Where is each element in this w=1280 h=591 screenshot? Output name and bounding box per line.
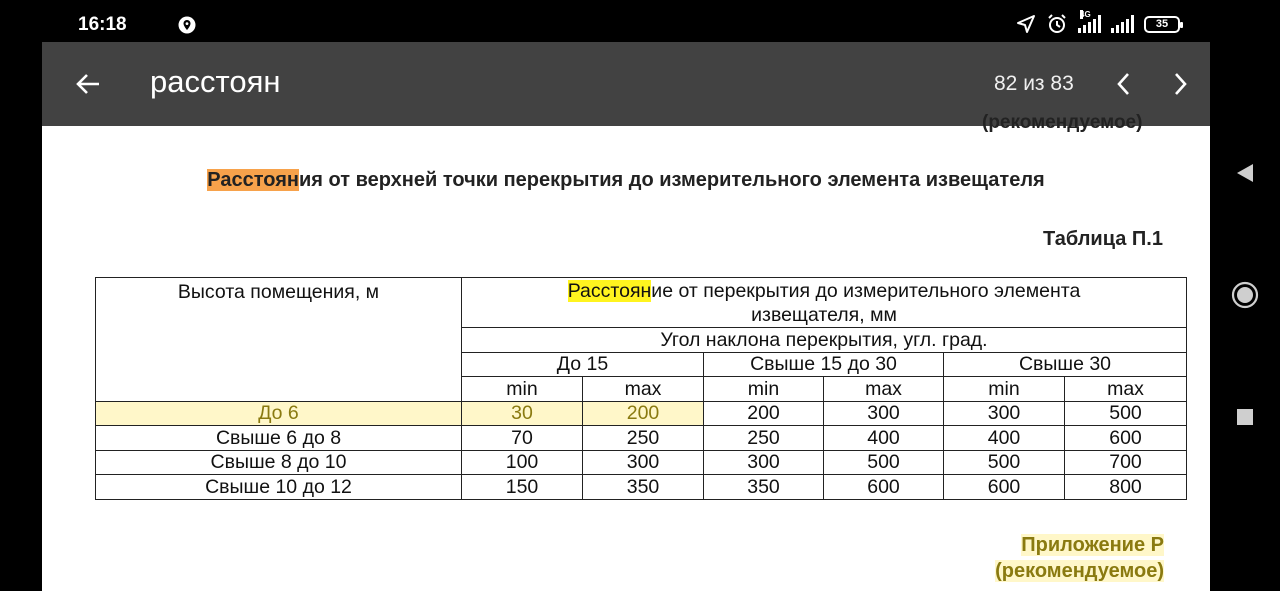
value-cell: 600	[944, 475, 1065, 500]
nav-back-button[interactable]	[1230, 158, 1260, 188]
signal-bars-icon	[1111, 15, 1134, 33]
nav-home-button[interactable]	[1230, 280, 1260, 310]
col-header-angle: Угол наклона перекрытия, угл. град.	[462, 328, 1187, 353]
col-header-distance	[462, 278, 1187, 328]
value-cell: 500	[944, 450, 1065, 475]
match-highlight: Расстоян	[567, 280, 652, 302]
circle-home-icon	[1231, 281, 1259, 309]
match-counter: 82 из 83	[994, 72, 1074, 95]
value-cell: 200	[704, 401, 824, 426]
alarm-clock-icon	[1046, 13, 1068, 35]
appendix-title: Приложение Р	[1021, 534, 1164, 556]
table-row	[96, 426, 1187, 451]
distance-table	[95, 277, 1187, 500]
current-match-highlight: Расстоян	[207, 169, 299, 191]
subheader-cell: max	[824, 377, 944, 402]
value-cell: 400	[824, 426, 944, 451]
room-height-cell: Свыше 6 до 8	[96, 426, 462, 451]
subheader-cell: max	[583, 377, 704, 402]
navigation-bar	[1210, 0, 1280, 591]
status-icons	[1016, 10, 1180, 35]
subheader-cell: max	[1065, 377, 1187, 402]
table-row	[96, 450, 1187, 475]
group-header: Свыше 30	[944, 352, 1187, 377]
arrow-left-icon	[74, 70, 102, 98]
room-height-cell: Свыше 10 до 12	[96, 475, 462, 500]
clipped-text: (рекомендуемое)	[982, 112, 1143, 133]
next-match-button[interactable]	[1158, 62, 1202, 106]
network-label: 4G	[1080, 10, 1091, 19]
value-cell: 250	[704, 426, 824, 451]
room-height-cell: Свыше 8 до 10	[96, 450, 462, 475]
battery-level: 35	[1155, 18, 1169, 30]
signal-4g-icon	[1078, 10, 1101, 33]
value-cell: 300	[704, 450, 824, 475]
col-header-room-height: Высота помещения, м	[96, 278, 462, 402]
subheader-cell: min	[944, 377, 1065, 402]
subheader-cell: min	[462, 377, 583, 402]
group-header: Свыше 15 до 30	[704, 352, 944, 377]
battery-icon	[1144, 16, 1180, 33]
prev-match-button[interactable]	[1102, 62, 1146, 106]
table-row	[96, 475, 1187, 500]
appendix-heading	[995, 532, 1164, 584]
value-cell: 200	[583, 401, 704, 426]
navigation-arrow-icon	[1016, 14, 1036, 34]
value-cell: 800	[1065, 475, 1187, 500]
status-time: 16:18	[78, 14, 127, 35]
document-page[interactable]	[42, 112, 1210, 591]
value-cell: 600	[1065, 426, 1187, 451]
table-row	[96, 401, 1187, 426]
col-header-distance-text: ие от перекрытия до измерительного элемента извещателя, мм	[651, 280, 1081, 326]
value-cell: 30	[462, 401, 583, 426]
triangle-back-icon	[1234, 162, 1256, 184]
value-cell: 700	[1065, 450, 1187, 475]
table-caption: Таблица П.1	[1043, 228, 1163, 250]
value-cell: 300	[583, 450, 704, 475]
value-cell: 350	[583, 475, 704, 500]
back-button[interactable]	[66, 62, 110, 106]
document-heading	[42, 169, 1210, 192]
subheader-cell: min	[704, 377, 824, 402]
location-pin-icon	[178, 16, 196, 34]
value-cell: 250	[583, 426, 704, 451]
nav-recents-button[interactable]	[1230, 402, 1260, 432]
appendix-subtitle: (рекомендуемое)	[995, 560, 1164, 582]
value-cell: 300	[824, 401, 944, 426]
value-cell: 600	[824, 475, 944, 500]
value-cell: 70	[462, 426, 583, 451]
chevron-left-icon	[1112, 71, 1136, 97]
value-cell: 300	[944, 401, 1065, 426]
value-cell: 500	[1065, 401, 1187, 426]
value-cell: 400	[944, 426, 1065, 451]
value-cell: 500	[824, 450, 944, 475]
heading-text: ия от верхней точки перекрытия до измерительного элемента извещателя	[298, 169, 1045, 191]
group-header: До 15	[462, 352, 704, 377]
square-recents-icon	[1235, 407, 1255, 427]
search-query-field[interactable]: расстоян	[150, 64, 281, 99]
chevron-right-icon	[1168, 71, 1192, 97]
value-cell: 100	[462, 450, 583, 475]
value-cell: 150	[462, 475, 583, 500]
room-height-cell: До 6	[96, 401, 462, 426]
value-cell: 350	[704, 475, 824, 500]
